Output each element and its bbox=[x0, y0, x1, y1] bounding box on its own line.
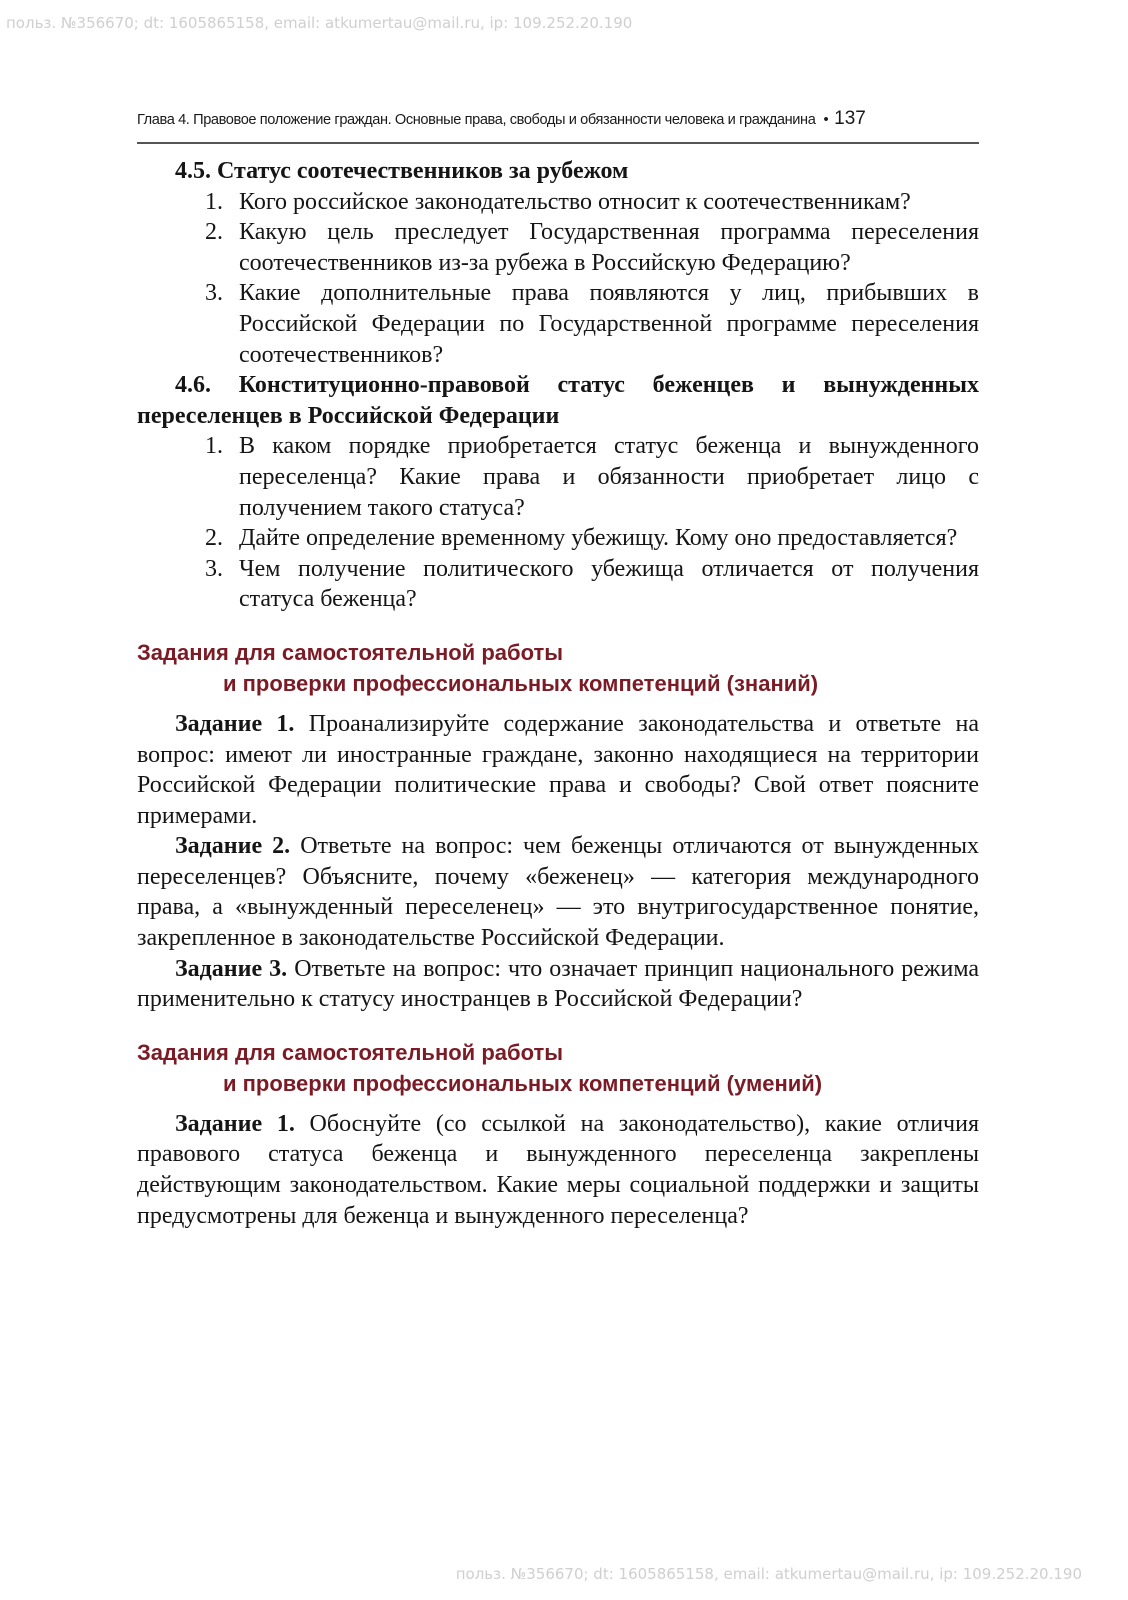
task-text: Ответьте на вопрос: что означает принцип национального режима применительно к статусу иностранцев в Российской Федерации? bbox=[137, 955, 979, 1013]
watermark-bottom: польз. №356670; dt: 1605865158, email: atkumertau@mail.ru, ip: 109.252.20.190 bbox=[455, 1565, 1082, 1583]
heading-line-1: Задания для самостоятельной работы bbox=[137, 1039, 564, 1065]
running-header bbox=[137, 108, 979, 144]
question-item bbox=[137, 278, 979, 370]
task-label: Задание 1. bbox=[175, 710, 295, 737]
task-label: Задание 1. bbox=[175, 1110, 295, 1137]
watermark-top: польз. №356670; dt: 1605865158, email: atkumertau@mail.ru, ip: 109.252.20.190 bbox=[6, 14, 633, 32]
question-number: 3. bbox=[205, 555, 223, 582]
heading-line-2: и проверки профессиональных компетенций (умений) bbox=[223, 1070, 823, 1096]
task-paragraph bbox=[137, 1109, 979, 1231]
section-title-4-5: 4.5. Статус соотечественников за рубежом bbox=[175, 158, 629, 184]
task-text: Обоснуйте (со ссылкой на законодательство), какие отличия правового статуса беженца и вынужденного переселенца закреплены действующим законодательством. Какие меры социальной поддержки и защиты предусмотрены для беженца и вынужденного переселенца? bbox=[137, 1110, 979, 1229]
question-item bbox=[137, 217, 979, 278]
question-number: 3. bbox=[205, 280, 223, 307]
question-text: Чем получение политического убежища отличается от получения статуса беженца? bbox=[239, 555, 979, 613]
question-item bbox=[137, 187, 979, 218]
task-text: Проанализируйте содержание законодательства и ответьте на вопрос: имеют ли иностранные граждане, законно находящиеся на территории Российской Федерации политические права и свободы? Свой ответ поясните примерами. bbox=[137, 710, 979, 829]
spacer bbox=[137, 1099, 979, 1109]
section-title-4-6: 4.6. Конституционно-правовой статус беженцев и вынужденных переселенцев в Российской Федерации bbox=[137, 372, 979, 429]
question-list-4-6 bbox=[137, 431, 979, 615]
spacer bbox=[137, 615, 979, 637]
task-paragraph bbox=[137, 831, 979, 953]
question-text: В каком порядке приобретается статус беженца и вынужденного переселенца? Какие права и обязанности приобретает лицо с получением такого статуса? bbox=[239, 433, 979, 521]
task-text: Ответьте на вопрос: чем беженцы отличаются от вынужденных переселенцев? Объясните, почему «беженец» — категория международного права, а «вынужденный переселенец» — это внутригосударственное понятие, закрепленное в законодательстве Российской Федерации. bbox=[137, 833, 980, 952]
question-text: Кого российское законодательство относит к соотечественникам? bbox=[239, 188, 911, 215]
question-number: 1. bbox=[205, 433, 223, 460]
page-content bbox=[137, 156, 979, 1231]
question-item bbox=[137, 431, 979, 523]
question-item bbox=[137, 554, 979, 615]
question-list-4-5 bbox=[137, 187, 979, 371]
spacer bbox=[137, 1015, 979, 1037]
heading-line-1: Задания для самостоятельной работы bbox=[137, 639, 564, 665]
task-label: Задание 3. bbox=[175, 955, 288, 982]
question-number: 2. bbox=[205, 525, 223, 552]
task-paragraph bbox=[137, 954, 979, 1015]
spacer bbox=[137, 699, 979, 709]
question-number: 1. bbox=[205, 188, 223, 215]
question-text: Какие дополнительные права появляются у лиц, прибывших в Российской Федерации по Государственной программе переселения соотечественников? bbox=[239, 280, 979, 368]
task-label: Задание 2. bbox=[175, 833, 291, 860]
question-text: Какую цель преследует Государственная программа переселения соотечественников из-за рубежа в Российскую Федерацию? bbox=[239, 219, 979, 276]
page-number: 137 bbox=[834, 108, 866, 129]
question-number: 2. bbox=[205, 219, 223, 246]
question-item bbox=[137, 523, 979, 554]
tasks-knowledge-heading bbox=[137, 637, 979, 699]
heading-line-2: и проверки профессиональных компетенций (знаний) bbox=[223, 670, 819, 696]
question-text: Дайте определение временному убежищу. Кому оно предоставляется? bbox=[239, 525, 958, 552]
chapter-title: Глава 4. Правовое положение граждан. Основные права, свободы и обязанности человека и гражданина bbox=[137, 112, 816, 128]
task-paragraph bbox=[137, 709, 979, 831]
header-bullet: • bbox=[823, 112, 829, 128]
tasks-skills-heading bbox=[137, 1037, 979, 1099]
